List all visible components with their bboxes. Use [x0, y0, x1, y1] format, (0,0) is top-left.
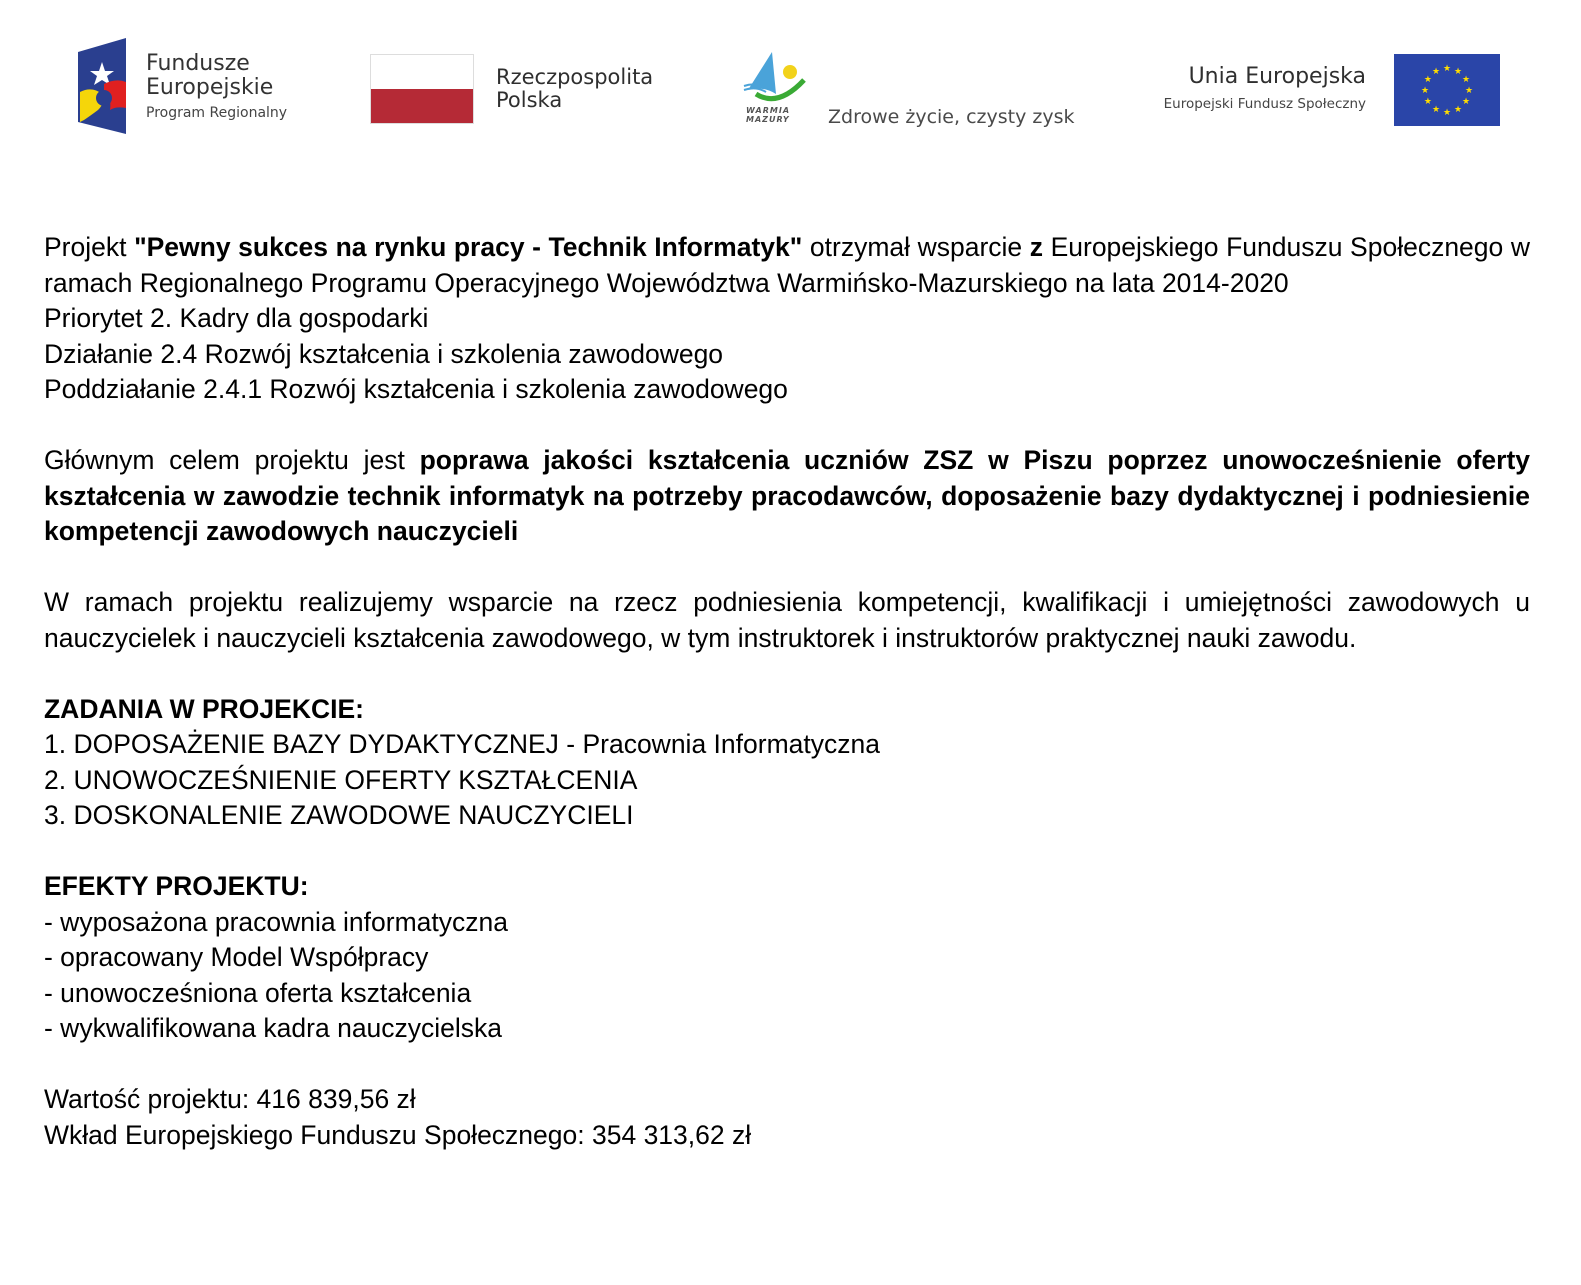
- rzeczpospolita-polska-logo: [370, 54, 690, 126]
- eu-star-icon: ★: [1442, 63, 1452, 73]
- goal-paragraph: [44, 443, 1530, 550]
- unia-europejska-logo: [1140, 54, 1500, 126]
- warmia-mazury-slogan: Zdrowe życie, czysty zysk: [828, 106, 1075, 128]
- mazury-caption: MAZURY: [746, 115, 790, 124]
- goal-prefix: Głównym celem projektu jest: [44, 445, 420, 475]
- unia-europejska-subtitle: Europejski Fundusz Społeczny: [1163, 96, 1366, 112]
- eu-star-icon: ★: [1431, 104, 1441, 115]
- eu-star-icon: ★: [1442, 107, 1452, 117]
- fundusze-europejskie-logo: [76, 38, 316, 134]
- eu-star-icon: ★: [1423, 96, 1432, 106]
- eu-star-icon: ★: [1431, 65, 1441, 76]
- intro-paragraph: [44, 230, 1530, 301]
- rzeczpospolita-line2: Polska: [496, 88, 563, 112]
- fundusze-subtitle: Program Regionalny: [146, 105, 288, 121]
- eu-flag-icon: [1394, 54, 1500, 126]
- eu-star-icon: ★: [1464, 85, 1474, 95]
- fundusze-europejskie-emblem-icon: [76, 38, 130, 134]
- logo-bar: [0, 0, 1581, 160]
- program-subaction: Poddziałanie 2.4.1 Rozwój kształcenia i szkolenia zawodowego: [44, 374, 788, 404]
- task-item: 1. DOPOSAŻENIE BAZY DYDAKTYCZNEJ - Pracownia Informatyczna: [44, 729, 880, 759]
- task-item: 2. UNOWOCZEŚNIENIE OFERTY KSZTAŁCENIA: [44, 764, 638, 795]
- tasks-heading: ZADANIA W PROJEKCIE:: [44, 693, 364, 724]
- intro-prefix: Projekt: [44, 232, 135, 262]
- intro-middle: otrzymał wsparcie: [802, 232, 1030, 262]
- eu-star-icon: ★: [1462, 96, 1471, 106]
- intro-z: z: [1029, 232, 1043, 262]
- warmia-caption: WARMIA: [746, 106, 791, 115]
- eu-star-icon: ★: [1423, 74, 1432, 84]
- project-description: [44, 230, 1530, 1153]
- effect-item: - unowocześniona oferta kształcenia: [44, 977, 472, 1008]
- program-priority: Priorytet 2. Kadry dla gospodarki: [44, 303, 429, 333]
- effect-item: - wyposażona pracownia informatyczna: [44, 906, 508, 937]
- warmia-mazury-emblem-icon: [742, 50, 822, 106]
- program-action: Działanie 2.4 Rozwój kształcenia i szkolenia zawodowego: [44, 338, 724, 369]
- eu-star-icon: ★: [1420, 85, 1430, 95]
- project-name: "Pewny sukces na rynku pracy - Technik Informatyk": [134, 232, 803, 262]
- eu-star-icon: ★: [1462, 74, 1471, 84]
- project-value: Wartość projektu: 416 839,56 zł: [44, 1084, 416, 1114]
- intro-suffix: Europejskiego Funduszu Społecznego w ramach Regionalnego Programu Operacyjnego Województwa Warmińsko-Mazurskiego na lata 2014-2020: [44, 232, 1530, 298]
- goal-statement: poprawa jakości kształcenia uczniów ZSZ w Piszu poprzez unowocześnienie oferty kształcenia w zawodzie technik informatyk na potrzeby pracodawców, doposażenie bazy dydaktycznej i podniesienie kompetencji zawodowych nauczycieli: [44, 445, 1531, 546]
- fundusze-title-line2: Europejskie: [146, 75, 274, 100]
- eu-star-icon: ★: [1453, 104, 1463, 115]
- polish-flag-icon: [370, 54, 474, 124]
- fundusze-title-line1: Fundusze: [146, 51, 250, 76]
- task-item: 3. DOSKONALENIE ZAWODOWE NAUCZYCIELI: [44, 800, 634, 830]
- efs-contribution: Wkład Europejskiego Funduszu Społecznego: 354 313,62 zł: [44, 1119, 752, 1150]
- effect-item: - wykwalifikowana kadra nauczycielska: [44, 1013, 503, 1043]
- eu-star-icon: ★: [1453, 65, 1463, 76]
- warmia-mazury-logo: [742, 50, 1082, 134]
- effect-item: - opracowany Model Współpracy: [44, 942, 429, 972]
- rzeczpospolita-line1: Rzeczpospolita: [496, 65, 654, 89]
- effects-heading: EFEKTY PROJEKTU:: [44, 871, 309, 901]
- support-paragraph: W ramach projektu realizujemy wsparcie na rzecz podniesienia kompetencji, kwalifikacji i umiejętności zawodowych u nauczycielek i nauczycieli kształcenia zawodowego, w tym instruktorek i instruktorów praktycznej nauki zawodu.: [44, 587, 1530, 653]
- unia-europejska-title: Unia Europejska: [1188, 64, 1366, 89]
